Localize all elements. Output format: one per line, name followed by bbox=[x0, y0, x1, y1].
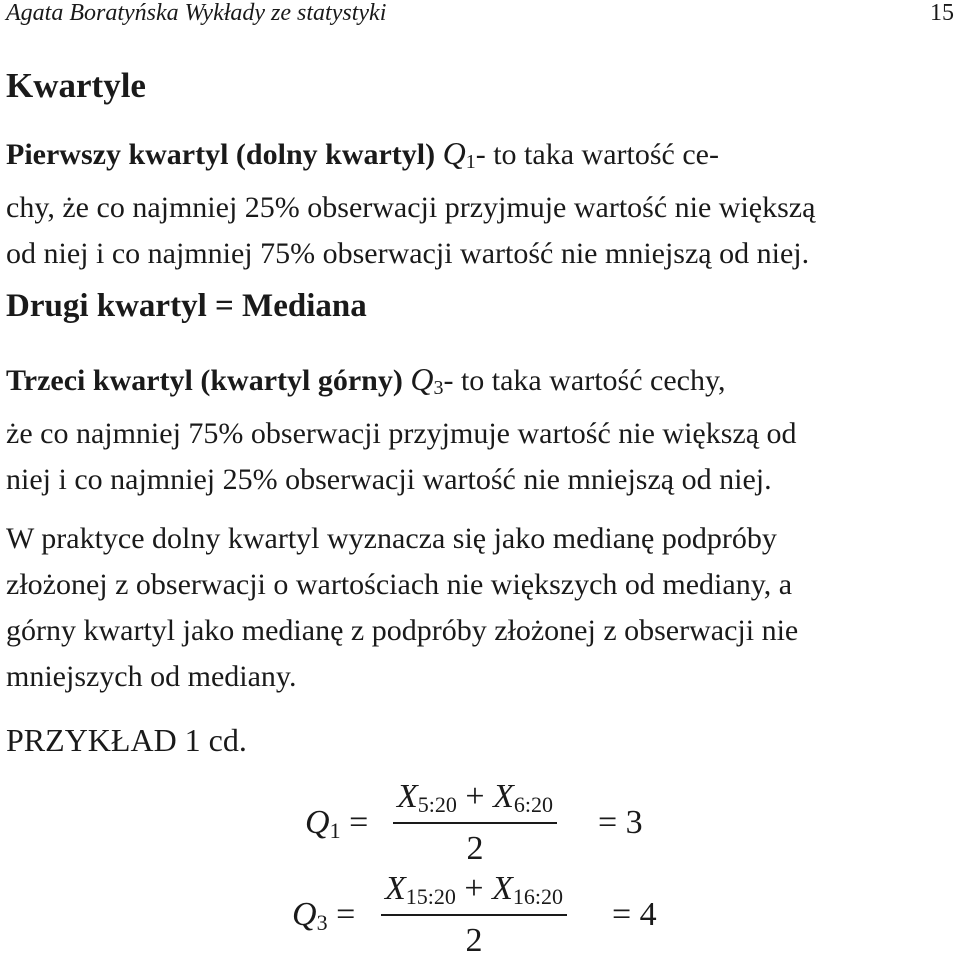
eq1-result: = 3 bbox=[598, 804, 643, 841]
median-heading: Drugi kwartyl = Mediana bbox=[6, 288, 367, 324]
eq1-fraction-bar bbox=[393, 822, 557, 824]
eq2-denominator: 2 bbox=[465, 922, 483, 959]
q3-line-3: niej i co najmniej 25% obserwacji wartość nie mniejszą od niej. bbox=[6, 463, 772, 496]
q3-text-1: - to taka wartość cechy, bbox=[443, 364, 726, 397]
q1-definition bbox=[6, 130, 956, 277]
eq2-numerator: $X_{15:20} + X_{16:20}$ bbox=[385, 870, 563, 909]
practice-line-4: mniejszych od mediany. bbox=[6, 660, 297, 693]
q1-line-3: od niej i co najmniej 75% obserwacji wartość nie mniejszą od niej. bbox=[6, 237, 810, 270]
practice-paragraph bbox=[6, 516, 956, 700]
q3-term: Trzeci kwartyl (kwartyl górny) bbox=[6, 364, 403, 397]
eq1-fraction bbox=[393, 778, 557, 868]
section-title: Kwartyle bbox=[6, 66, 146, 105]
eq1-numerator: $X_{5:20} + X_{6:20}$ bbox=[397, 778, 553, 817]
eq1-lhs: $Q_1$ = bbox=[305, 804, 369, 843]
eq2-fraction-bar bbox=[381, 914, 567, 916]
q1-symbol: $Q_1$ bbox=[442, 135, 476, 173]
example-label: PRZYKŁAD 1 cd. bbox=[6, 722, 247, 758]
q3-symbol: $Q_3$ bbox=[410, 361, 444, 399]
eq2-result: = 4 bbox=[612, 896, 657, 933]
q1-line-2: chy, że co najmniej 25% obserwacji przyjmuje wartość nie większą bbox=[6, 191, 816, 224]
q3-definition bbox=[6, 356, 956, 503]
q3-line-1 bbox=[6, 356, 956, 411]
practice-line-1: W praktyce dolny kwartyl wyznacza się jako medianę podpróby bbox=[6, 522, 777, 555]
eq1-denominator: 2 bbox=[466, 830, 484, 867]
q1-text-1: - to taka wartość ce- bbox=[475, 138, 719, 171]
q1-line-1 bbox=[6, 130, 956, 185]
practice-line-3: górny kwartyl jako medianę z podpróby złożonej z obserwacji nie bbox=[6, 614, 799, 647]
equation-q3 bbox=[0, 870, 960, 980]
eq2-fraction bbox=[381, 870, 567, 960]
eq2-lhs: $Q_3$ = bbox=[292, 896, 356, 935]
author-course: Agata Boratyńska Wykłady ze statystyki bbox=[6, 0, 387, 26]
q1-term: Pierwszy kwartyl (dolny kwartyl) bbox=[6, 138, 436, 171]
page-number: 15 bbox=[930, 0, 954, 26]
q3-line-2: że co najmniej 75% obserwacji przyjmuje wartość nie większą od bbox=[6, 417, 797, 450]
practice-line-2: złożonej z obserwacji o wartościach nie większych od mediany, a bbox=[6, 568, 793, 601]
